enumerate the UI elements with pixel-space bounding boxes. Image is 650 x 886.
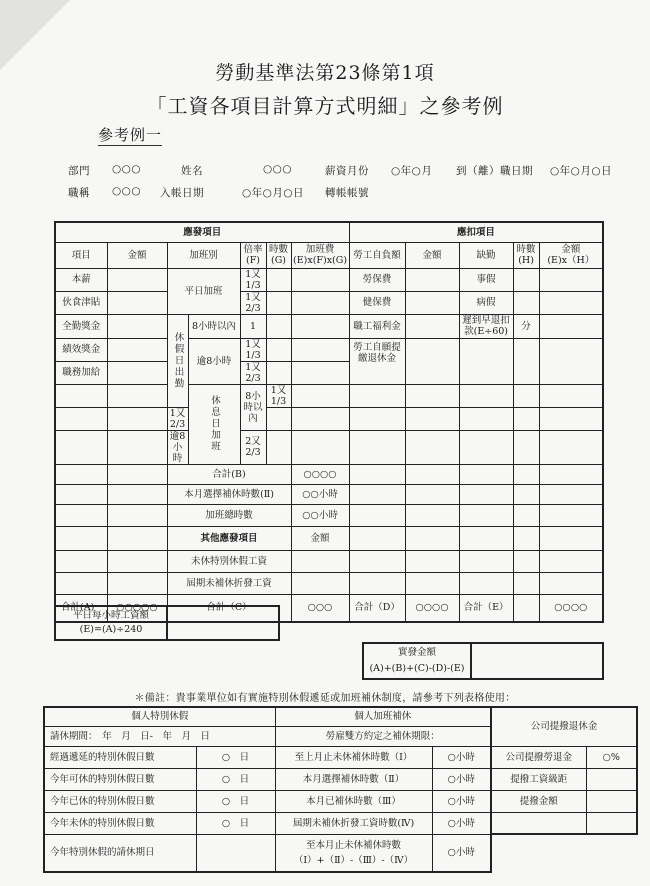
table-cell xyxy=(291,407,349,430)
table-cell xyxy=(459,407,513,430)
total-c-label: 合計（C） xyxy=(167,594,291,622)
table-cell xyxy=(291,361,349,384)
col-amount: 金額 xyxy=(107,242,167,268)
comp-row-label: 至上月止未休補休時數（Ⅰ） xyxy=(275,746,432,768)
table-cell xyxy=(107,268,167,291)
table-cell xyxy=(266,338,291,361)
within-8-a: 8小時以內 xyxy=(188,314,240,338)
name-value: ○○○ xyxy=(263,163,292,175)
table-cell xyxy=(405,407,459,430)
col-absence: 缺勤 xyxy=(459,242,513,268)
table-cell xyxy=(55,572,107,594)
table-cell xyxy=(349,484,405,504)
absence-late: 遲到早退扣款(E÷60) xyxy=(459,314,513,338)
table-cell xyxy=(405,268,459,291)
table-cell xyxy=(107,526,167,550)
comp-row-label: 本月已補休時數（Ⅲ） xyxy=(275,790,432,812)
table-cell xyxy=(513,464,539,484)
unused-leave-label: 未休特別休假工資 xyxy=(167,550,291,572)
table-cell xyxy=(349,550,405,572)
table-cell xyxy=(586,834,637,872)
item-base-pay: 本薪 xyxy=(55,268,107,291)
table-cell xyxy=(405,526,459,550)
cell-text: (A)+(B)+(C)-(D)-(E) xyxy=(369,663,465,674)
dept-label: 部門 xyxy=(68,165,90,177)
table-cell xyxy=(513,291,539,314)
net-pay-label xyxy=(363,643,471,679)
leave-period-label: 請休期間： 年 月 日- 年 月 日 xyxy=(44,726,275,746)
table-cell xyxy=(539,384,603,407)
item-meal: 伙食津貼 xyxy=(55,291,107,314)
pension-row-value xyxy=(586,790,637,812)
table-cell xyxy=(55,430,107,464)
comp-row-value: ○小時 xyxy=(432,768,491,790)
name-label: 姓名 xyxy=(181,165,203,177)
absence-personal: 事假 xyxy=(459,268,513,291)
table-cell xyxy=(107,407,167,430)
table-cell xyxy=(291,550,349,572)
col-rate xyxy=(240,242,266,268)
table-cell xyxy=(586,812,637,834)
rate-6: 1又1/3 xyxy=(266,384,291,407)
total-c-value: ○○○ xyxy=(291,594,349,622)
leave-header: 個人特別休假 xyxy=(44,707,275,726)
table-cell xyxy=(55,464,107,484)
leave-date-label: 到（離）職日期 xyxy=(456,165,533,177)
table-cell xyxy=(459,430,513,464)
cell-text: 時數 xyxy=(516,244,536,255)
table-cell xyxy=(405,572,459,594)
table-cell xyxy=(539,407,603,430)
table-cell xyxy=(107,361,167,384)
table-cell xyxy=(107,550,167,572)
total-a-value: ○○○○○ xyxy=(107,594,167,622)
table-cell xyxy=(405,314,459,338)
table-cell xyxy=(539,550,603,572)
table-cell xyxy=(405,484,459,504)
col-ot-pay xyxy=(291,242,349,268)
leave-row-label: 經過遞延的特別休假日數 xyxy=(44,746,196,768)
table-cell xyxy=(349,407,405,430)
remark-note: ＊備註：貴事業單位如有實施特別休假遞延或加班補休制度，請參考下列表格使用： xyxy=(134,693,516,704)
table-cell xyxy=(55,407,107,430)
table-cell xyxy=(405,338,459,384)
cell-text: (E)x（H） xyxy=(547,255,595,266)
comp-hours-label: 本月選擇補休時數(Ⅱ) xyxy=(167,484,291,504)
total-ot-value: ○○小時 xyxy=(291,504,349,526)
table-cell xyxy=(539,268,603,291)
table-cell xyxy=(539,484,603,504)
comp-row-label: 屆期未補休折發工資時數(Ⅳ) xyxy=(275,812,432,834)
net-pay-value xyxy=(471,643,603,679)
rest-day-ot: 休假日出勤 xyxy=(167,314,188,407)
cell-text: 至本月止未休補休時數 xyxy=(306,839,402,851)
table-cell xyxy=(349,572,405,594)
leave-row-label: 今年可休的特別休假日數 xyxy=(44,768,196,790)
document-subtitle: 「工資各項目計算方式明細」之參考例 xyxy=(146,94,504,118)
table-cell xyxy=(539,504,603,526)
table-cell xyxy=(513,526,539,550)
deduct-items-header: 應扣項目 xyxy=(349,222,603,242)
comp-period-label: 勞雇雙方約定之補休期限： xyxy=(275,726,491,746)
table-cell xyxy=(107,504,167,526)
table-cell xyxy=(167,606,279,640)
table-cell xyxy=(539,464,603,484)
table-cell xyxy=(539,430,603,464)
table-cell xyxy=(55,526,107,550)
item-duty: 職務加給 xyxy=(55,361,107,384)
join-date-label: 入帳日期 xyxy=(160,187,204,199)
pension-row-label: 公司提撥勞退金 xyxy=(491,746,586,768)
table-cell xyxy=(349,504,405,526)
table-cell xyxy=(107,338,167,361)
rate-3: 1 xyxy=(240,314,266,338)
table-cell xyxy=(107,384,167,407)
table-cell xyxy=(266,430,291,464)
item-performance: 績效獎金 xyxy=(55,338,107,361)
table-cell xyxy=(266,291,291,314)
table-cell xyxy=(349,384,405,407)
comp-row-value: ○小時 xyxy=(432,812,491,834)
absence-sick: 病假 xyxy=(459,291,513,314)
comp-final-label xyxy=(275,834,432,872)
comp-row-value: ○小時 xyxy=(432,746,491,768)
comp-row-value: ○小時 xyxy=(432,790,491,812)
comp-final-value: ○小時 xyxy=(432,834,491,872)
within-8-b: 8小時以內 xyxy=(240,384,266,430)
table-cell xyxy=(405,291,459,314)
table-cell xyxy=(349,430,405,464)
cell-text: （Ⅰ）+（Ⅱ）-（Ⅲ）-（Ⅳ） xyxy=(293,854,414,866)
other-amount-label: 金額 xyxy=(291,526,349,550)
cell-text: 倍率 xyxy=(243,244,263,255)
leave-row-value: ○ 日 xyxy=(196,746,275,768)
table-cell xyxy=(266,407,291,430)
table-cell xyxy=(459,338,513,384)
table-cell xyxy=(513,594,539,622)
cell-text: (E)=(A)÷240 xyxy=(79,624,143,635)
leave-row-value: ○ 日 xyxy=(196,768,275,790)
leave-row-value: ○ 日 xyxy=(196,812,275,834)
total-d-value: ○○○○ xyxy=(405,594,459,622)
table-cell xyxy=(107,572,167,594)
document-title: 勞動基準法第23條第1項 xyxy=(215,62,435,84)
leave-comp-table xyxy=(43,706,638,873)
join-date-value: ○年○月○日 xyxy=(242,187,304,199)
leave-row-value: ○ 日 xyxy=(196,790,275,812)
pay-month-value: ○年○月 xyxy=(391,165,433,177)
table-cell xyxy=(405,384,459,407)
col-ot-type: 加班別 xyxy=(167,242,240,268)
table-cell xyxy=(491,834,586,872)
table-cell xyxy=(405,464,459,484)
table-cell xyxy=(513,384,539,407)
table-cell xyxy=(539,572,603,594)
col-h-hours xyxy=(513,242,539,268)
leave-date-value: ○年○月○日 xyxy=(550,165,612,177)
table-cell xyxy=(513,504,539,526)
table-cell xyxy=(55,384,107,407)
rate-2: 1又2/3 xyxy=(240,291,266,314)
table-cell xyxy=(513,430,539,464)
table-cell xyxy=(405,550,459,572)
rate-1: 1又1/3 xyxy=(240,268,266,291)
subtotal-b-label: 合計(B) xyxy=(167,464,291,484)
table-cell xyxy=(291,572,349,594)
cell-text: (E)x(F)x(G) xyxy=(292,255,348,266)
table-cell xyxy=(107,484,167,504)
self-pension: 勞工自願提繳退休金 xyxy=(349,338,405,384)
example-label: 參考例一 xyxy=(98,126,163,144)
pension-header: 公司提撥退休金 xyxy=(491,707,637,746)
table-cell xyxy=(107,464,167,484)
subtotal-b-value: ○○○○ xyxy=(291,464,349,484)
total-e-value: ○○○○ xyxy=(539,594,603,622)
rate-5: 1又2/3 xyxy=(240,361,266,384)
cell-text: (F) xyxy=(245,255,260,266)
col-hours xyxy=(266,242,291,268)
table-cell xyxy=(291,338,349,361)
col-item: 項目 xyxy=(55,242,107,268)
table-cell xyxy=(513,572,539,594)
table-cell xyxy=(349,464,405,484)
table-cell xyxy=(266,314,291,338)
comp-row-label: 本月選擇補休時數（Ⅱ） xyxy=(275,768,432,790)
position-value: ○○○ xyxy=(112,185,141,197)
leave-row-label: 今年已休的特別休假日數 xyxy=(44,790,196,812)
hourly-wage-box xyxy=(54,605,280,641)
table-cell xyxy=(55,550,107,572)
table-cell xyxy=(459,384,513,407)
total-d-label: 合計（D） xyxy=(349,594,405,622)
table-cell xyxy=(405,430,459,464)
table-cell xyxy=(513,484,539,504)
col-labor-self: 勞工自負額 xyxy=(349,242,405,268)
weekday-ot: 平日加班 xyxy=(167,268,240,314)
table-cell xyxy=(459,572,513,594)
table-cell xyxy=(107,314,167,338)
table-cell xyxy=(196,834,275,872)
self-labor-ins: 勞保費 xyxy=(349,268,405,291)
item-attendance: 全勤獎金 xyxy=(55,314,107,338)
table-cell xyxy=(513,407,539,430)
rate-4: 1又1/3 xyxy=(240,338,266,361)
self-health-ins: 健保費 xyxy=(349,291,405,314)
rate-8: 2又2/3 xyxy=(240,430,266,464)
table-cell xyxy=(539,338,603,384)
dept-value: ○○○ xyxy=(112,163,141,175)
table-cell xyxy=(539,314,603,338)
rate-7: 1又2/3 xyxy=(167,407,188,430)
cell-text: 平日每小時工資額 xyxy=(72,610,149,621)
position-label: 職稱 xyxy=(68,187,90,199)
table-cell xyxy=(266,361,291,384)
hourly-wage-label xyxy=(55,606,167,640)
pay-items-header: 應發項目 xyxy=(55,222,349,242)
table-cell xyxy=(291,291,349,314)
cell-text: 實發金額 xyxy=(397,647,436,658)
table-cell xyxy=(459,550,513,572)
table-cell xyxy=(459,464,513,484)
total-a-label: 合計(A) xyxy=(55,594,107,622)
table-cell xyxy=(107,291,167,314)
expired-comp-label: 屆期未補休折發工資 xyxy=(167,572,291,594)
over-8-a: 逾8小時 xyxy=(188,338,240,384)
pay-table xyxy=(54,221,604,623)
comp-header: 個人加班補休 xyxy=(275,707,491,726)
cell-text: 金額 xyxy=(561,244,581,255)
table-cell xyxy=(266,268,291,291)
col-h-amount xyxy=(539,242,603,268)
total-ot-label: 加班總時數 xyxy=(167,504,291,526)
table-cell xyxy=(405,504,459,526)
pension-row-value: ○% xyxy=(586,746,637,768)
table-cell xyxy=(291,384,349,407)
table-cell xyxy=(539,526,603,550)
table-cell xyxy=(291,268,349,291)
account-label: 轉帳帳號 xyxy=(325,187,369,199)
over-8-b: 逾8小時 xyxy=(167,430,188,464)
table-cell xyxy=(459,484,513,504)
table-cell xyxy=(459,504,513,526)
comp-hours-value: ○○小時 xyxy=(291,484,349,504)
table-cell xyxy=(539,291,603,314)
net-pay-box xyxy=(362,642,604,680)
table-cell xyxy=(107,430,167,464)
leave-row-label: 今年未休的特別休假日數 xyxy=(44,812,196,834)
table-cell xyxy=(291,430,349,464)
cell-text: 時數 xyxy=(268,244,288,255)
col-d-amount: 金額 xyxy=(405,242,459,268)
table-cell xyxy=(491,812,586,834)
cell-text: (H) xyxy=(518,255,534,266)
self-welfare: 職工福利金 xyxy=(349,314,405,338)
table-cell xyxy=(55,504,107,526)
pay-month-label: 薪資月份 xyxy=(325,165,369,177)
table-cell xyxy=(513,268,539,291)
pension-row-value xyxy=(586,768,637,790)
table-cell xyxy=(513,338,539,384)
pension-row-label: 提撥工資級距 xyxy=(491,768,586,790)
other-pay-label: 其他應發項目 xyxy=(167,526,291,550)
rest-period-ot: 休息日加班 xyxy=(188,384,240,464)
cell-text: 加班費 xyxy=(305,244,335,255)
leave-dates-label: 今年特別休假的請休期日 xyxy=(44,834,196,872)
table-cell xyxy=(459,526,513,550)
absence-unit: 分 xyxy=(513,314,539,338)
cell-text: (G) xyxy=(270,255,286,266)
table-cell xyxy=(349,526,405,550)
total-e-label: 合計（E） xyxy=(459,594,513,622)
table-cell xyxy=(291,314,349,338)
table-cell xyxy=(55,484,107,504)
pension-row-label: 提撥金額 xyxy=(491,790,586,812)
table-cell xyxy=(513,550,539,572)
